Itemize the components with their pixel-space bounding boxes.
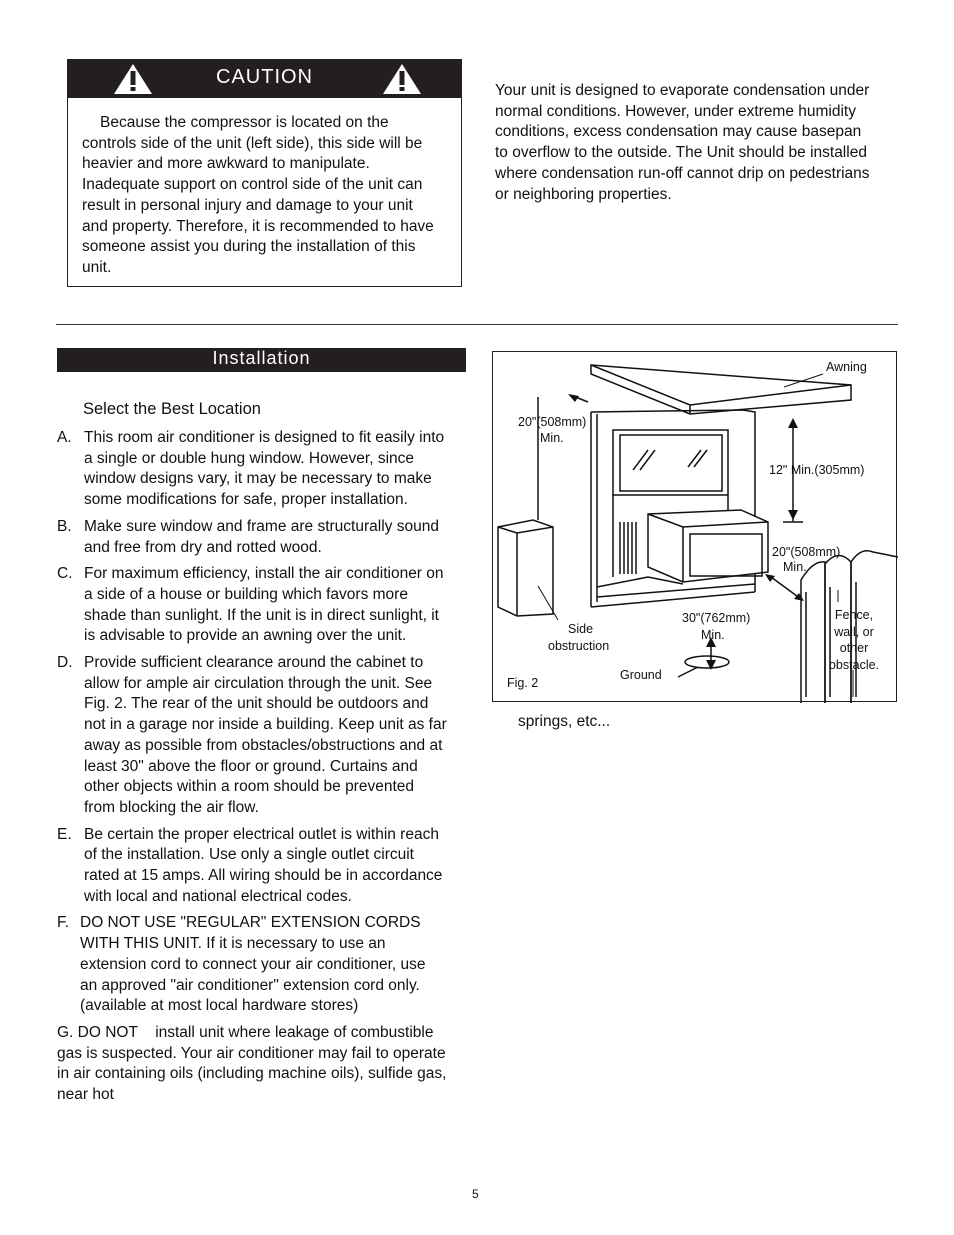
- list-marker: F.: [57, 914, 70, 932]
- label-side-obstruction: Side: [568, 622, 594, 636]
- list-text: Provide sufficient clearance around the cabinet to allow for ample air circulation through the unit. See Fig. 2. The rear of the unit should be outdoors and not in a garage nor inside a building. Keep unit as far away as possible from obstacles/obstructions and at least 30" above the floor or ground. Curtains and other objects within a room should be prevented from blocking the air flow.: [84, 654, 447, 816]
- list-text: [57, 1023, 447, 1106]
- label-side-obstruction-2: obstruction: [548, 639, 610, 653]
- divider: [56, 324, 898, 325]
- continuation-text: springs, etc...: [518, 713, 611, 730]
- list-marker: E.: [57, 825, 72, 843]
- label-top-clearance: 20"(508mm): [518, 415, 587, 429]
- figure-label: Fig. 2: [507, 676, 539, 690]
- label-fence: [826, 607, 882, 673]
- label-awning: Awning: [826, 360, 867, 374]
- list-text: DO NOT USE "REGULAR" EXTENSION CORDS WITH THIS UNIT. If it is necessary to use an extension cord to connect your air conditioner, use an approved "air conditioner" extension cord only. (available at most local hardware stores): [80, 914, 426, 1015]
- list-item: [57, 564, 447, 647]
- list-text: For maximum efficiency, install the air conditioner on a side of a house or building which favors more shade than sunlight. If the unit is in direct sunlight, it is advisable to provide an awning over the unit.: [84, 565, 444, 645]
- page-number: 5: [472, 1187, 479, 1201]
- list-marker: A.: [57, 429, 72, 446]
- label-side-clearance-min: Min.: [783, 560, 807, 574]
- caution-box: [67, 59, 462, 287]
- label-awning-clearance: 12" Min.(305mm): [769, 463, 865, 477]
- list-marker: C.: [57, 565, 73, 583]
- condensation-paragraph: Your unit is designed to evaporate condensation under normal conditions. However, under extreme humidity conditions, excess condensation may cause basepan to overflow to the outside. The Unit should be installed where condensation run-off cannot drip on pedestrians or neighboring properties.: [495, 82, 870, 203]
- caution-body: [82, 113, 442, 279]
- list-text: This room air conditioner is designed to fit easily into a single or double hung window. However, since window designs vary, it may be necessary to make some modifications for safe, proper installation.: [84, 429, 445, 509]
- label-fence-3: other: [839, 641, 869, 655]
- label-top-clearance-min: Min.: [540, 431, 564, 445]
- list-item: [57, 1023, 447, 1106]
- caution-text: Because the compressor is located on the controls side of the unit (left side), this side will be heavier and more awkward to manipulate. Inadequate support on control side of the unit can result in personal injury and damage to your unit and property. Therefore, it is recommended to have someone assist you during the installation of this unit.: [82, 114, 434, 276]
- caution-header: [68, 60, 461, 98]
- label-fence-1: Fence,: [834, 608, 874, 622]
- list-item: [57, 653, 447, 819]
- label-ground-clearance-min: Min.: [701, 628, 725, 642]
- section-header: Installation: [57, 348, 466, 372]
- list-marker: B.: [57, 517, 72, 535]
- list-item: [57, 913, 447, 1017]
- warning-icon: [382, 63, 422, 95]
- list-text: Make sure window and frame are structurally sound and free from dry and rotted wood.: [84, 517, 439, 556]
- list-marker: G. DO NOT: [57, 1023, 138, 1041]
- list-item: [57, 428, 447, 511]
- list-item: [57, 517, 447, 558]
- label-fence-2: wall, or: [834, 624, 874, 639]
- label-side-clearance: 20"(508mm): [772, 545, 841, 559]
- subheading: Select the Best Location: [83, 400, 261, 418]
- label-ground: Ground: [620, 668, 662, 682]
- caution-title: CAUTION: [216, 66, 313, 88]
- label-fence-4: obstacle.: [828, 657, 880, 672]
- list-marker: D.: [57, 654, 73, 672]
- list-item: [57, 825, 447, 908]
- list-text: Be certain the proper electrical outlet is within reach of the installation. Use only a single outlet circuit rated at 15 amps. All wiring should be in accordance with local and national electrical codes.: [84, 825, 443, 905]
- figure-2: [492, 351, 897, 702]
- label-ground-clearance: 30"(762mm): [682, 611, 751, 625]
- list-text-continued: install unit where leakage of combustible gas is suspected. Your air conditioner may fail to operate in air containing oils (including machine oils), sulfide gas, near hot: [57, 1023, 447, 1104]
- instruction-list: [57, 428, 447, 1112]
